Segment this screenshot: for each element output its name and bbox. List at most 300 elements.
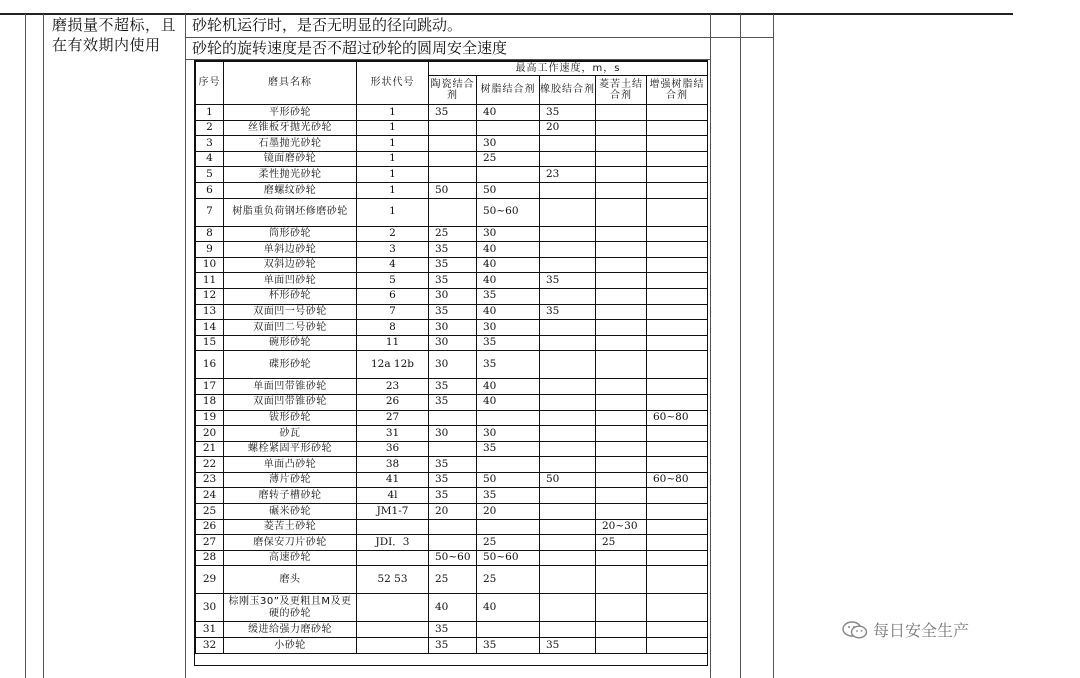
cell-reinforced-resin [647, 457, 708, 473]
cell-magnesite [596, 351, 647, 379]
cell-no: 18 [196, 394, 224, 410]
cell-rubber [540, 257, 596, 273]
cell-name: 单面凸砂轮 [224, 457, 357, 473]
cell-vitrified: 30 [429, 335, 477, 351]
table-row [196, 182, 708, 198]
cell-reinforced-resin [647, 182, 708, 198]
cell-rubber [540, 488, 596, 504]
cell-rubber [540, 379, 596, 395]
table-row [196, 488, 708, 504]
cell-reinforced-resin [647, 136, 708, 152]
cell-rubber [540, 504, 596, 520]
cell-rubber [540, 182, 596, 198]
cell-vitrified: 35 [429, 273, 477, 289]
cell-resin: 50~60 [477, 550, 540, 566]
cell-vitrified [429, 136, 477, 152]
cell-magnesite [596, 167, 647, 183]
cell-reinforced-resin [647, 288, 708, 304]
table-row [196, 441, 708, 457]
cell-name: 高速砂轮 [224, 550, 357, 566]
table-row [196, 198, 708, 226]
cell-shape: 2 [357, 226, 429, 242]
cell-shape: 1 [357, 151, 429, 167]
cell-resin: 25 [477, 535, 540, 551]
cell-reinforced-resin [647, 351, 708, 379]
table-row [196, 351, 708, 379]
cell-reinforced-resin [647, 441, 708, 457]
cell-shape: JM1-7 [357, 504, 429, 520]
cell-name: 单斜边砂轮 [224, 242, 357, 258]
cell-vitrified [429, 120, 477, 136]
cell-magnesite [596, 136, 647, 152]
cell-reinforced-resin [647, 488, 708, 504]
cell-resin: 25 [477, 151, 540, 167]
cell-no: 11 [196, 273, 224, 289]
table-row [196, 304, 708, 320]
cell-name: 石墨抛光砂轮 [224, 136, 357, 152]
cell-magnesite [596, 151, 647, 167]
watermark [842, 618, 969, 641]
cell-rubber [540, 622, 596, 638]
cell-name: 菱苦土砂轮 [224, 519, 357, 535]
table-row [196, 242, 708, 258]
table-row [196, 105, 708, 121]
cell-vitrified: 35 [429, 242, 477, 258]
cell-shape: 36 [357, 441, 429, 457]
table-row [196, 288, 708, 304]
cell-resin: 35 [477, 441, 540, 457]
cell-shape: 1 [357, 105, 429, 121]
cell-magnesite [596, 379, 647, 395]
cell-resin: 35 [477, 335, 540, 351]
cell-reinforced-resin [647, 426, 708, 442]
cell-magnesite [596, 457, 647, 473]
table-row [196, 472, 708, 488]
cell-rubber [540, 242, 596, 258]
cell-no: 23 [196, 472, 224, 488]
cell-no: 1 [196, 105, 224, 121]
cell-magnesite [596, 622, 647, 638]
cell-vitrified: 35 [429, 638, 477, 654]
cell-magnesite [596, 335, 647, 351]
cell-magnesite: 25 [596, 535, 647, 551]
cell-shape: 26 [357, 394, 429, 410]
cell-resin: 35 [477, 638, 540, 654]
table-row [196, 320, 708, 336]
cell-vitrified: 30 [429, 320, 477, 336]
cell-magnesite [596, 304, 647, 320]
cell-vitrified: 35 [429, 379, 477, 395]
table-row [196, 273, 708, 289]
cell-reinforced-resin: 60~80 [647, 410, 708, 426]
table-row [196, 566, 708, 594]
cell-magnesite [596, 441, 647, 457]
cell-no: 22 [196, 457, 224, 473]
cell-vitrified: 30 [429, 351, 477, 379]
cell-no: 27 [196, 535, 224, 551]
cell-resin: 40 [477, 105, 540, 121]
cell-vitrified: 20 [429, 504, 477, 520]
cell-resin [477, 410, 540, 426]
cell-rubber [540, 198, 596, 226]
cell-resin: 50 [477, 472, 540, 488]
cell-shape: 1 [357, 167, 429, 183]
cell-name: 平形砂轮 [224, 105, 357, 121]
frame-line [25, 14, 26, 678]
cell-resin: 30 [477, 136, 540, 152]
cell-name: 丝锥板牙抛光砂轮 [224, 120, 357, 136]
table-row [196, 550, 708, 566]
frame-line [185, 14, 186, 678]
cell-resin [477, 167, 540, 183]
cell-resin: 20 [477, 504, 540, 520]
cell-reinforced-resin [647, 519, 708, 535]
cell-reinforced-resin [647, 594, 708, 622]
cell-name: 树脂重负荷钢坯修磨砂轮 [224, 198, 357, 226]
frame-line [740, 14, 741, 678]
cell-no: 29 [196, 566, 224, 594]
cell-reinforced-resin [647, 535, 708, 551]
cell-vitrified: 25 [429, 566, 477, 594]
cell-name: 双面凹一号砂轮 [224, 304, 357, 320]
cell-magnesite: 20~30 [596, 519, 647, 535]
cell-rubber [540, 151, 596, 167]
table-row [196, 410, 708, 426]
cell-shape: 11 [357, 335, 429, 351]
requirement-text: 磨损量不超标，且在有效期内使用 [52, 16, 177, 54]
speed-table [195, 61, 708, 654]
cell-rubber [540, 441, 596, 457]
cell-resin: 25 [477, 566, 540, 594]
cell-shape: 5 [357, 273, 429, 289]
cell-shape: 23 [357, 379, 429, 395]
check-item-speed: 砂轮的旋转速度是否不超过砂轮的圆周安全速度 [192, 39, 508, 57]
cell-resin: 50~60 [477, 198, 540, 226]
cell-reinforced-resin: 60~80 [647, 472, 708, 488]
cell-vitrified: 25 [429, 226, 477, 242]
cell-no: 17 [196, 379, 224, 395]
header-magnesite: 菱苦土结合剂 [596, 76, 647, 105]
cell-reinforced-resin [647, 566, 708, 594]
cell-no: 12 [196, 288, 224, 304]
cell-shape [357, 594, 429, 622]
cell-reinforced-resin [647, 504, 708, 520]
cell-magnesite [596, 488, 647, 504]
cell-magnesite [596, 226, 647, 242]
cell-name: 镜面磨砂轮 [224, 151, 357, 167]
cell-vitrified: 35 [429, 622, 477, 638]
table-row [196, 622, 708, 638]
cell-no: 31 [196, 622, 224, 638]
cell-rubber [540, 351, 596, 379]
cell-magnesite [596, 273, 647, 289]
cell-no: 2 [196, 120, 224, 136]
cell-rubber [540, 550, 596, 566]
cell-no: 8 [196, 226, 224, 242]
cell-resin: 35 [477, 288, 540, 304]
cell-rubber [540, 457, 596, 473]
cell-no: 10 [196, 257, 224, 273]
cell-vitrified: 50~60 [429, 550, 477, 566]
cell-magnesite [596, 182, 647, 198]
cell-resin: 35 [477, 351, 540, 379]
header-no: 序号 [196, 62, 224, 105]
cell-name: 单面凹砂轮 [224, 273, 357, 289]
table-row [196, 335, 708, 351]
cell-resin [477, 519, 540, 535]
cell-reinforced-resin [647, 242, 708, 258]
cell-rubber [540, 426, 596, 442]
cell-rubber: 35 [540, 105, 596, 121]
cell-shape: 1 [357, 136, 429, 152]
cell-reinforced-resin [647, 167, 708, 183]
frame-line [773, 14, 774, 678]
cell-name: 筒形砂轮 [224, 226, 357, 242]
cell-name: 钹形砂轮 [224, 410, 357, 426]
cell-resin: 40 [477, 257, 540, 273]
cell-resin: 40 [477, 304, 540, 320]
cell-reinforced-resin [647, 257, 708, 273]
cell-magnesite [596, 504, 647, 520]
cell-rubber [540, 394, 596, 410]
cell-magnesite [596, 120, 647, 136]
cell-name: 磨螺纹砂轮 [224, 182, 357, 198]
cell-shape: 1 [357, 198, 429, 226]
cell-name: 磨头 [224, 566, 357, 594]
cell-reinforced-resin [647, 638, 708, 654]
check-item-runout: 砂轮机运行时，是否无明显的径向跳动。 [192, 16, 463, 34]
cell-reinforced-resin [647, 226, 708, 242]
cell-vitrified: 35 [429, 472, 477, 488]
cell-shape: 41 [357, 472, 429, 488]
cell-reinforced-resin [647, 120, 708, 136]
cell-no: 4 [196, 151, 224, 167]
cell-resin: 40 [477, 394, 540, 410]
cell-shape: 8 [357, 320, 429, 336]
frame-line [43, 14, 44, 678]
cell-rubber [540, 566, 596, 594]
cell-vitrified: 30 [429, 426, 477, 442]
cell-name: 柔性抛光砂轮 [224, 167, 357, 183]
table-row [196, 638, 708, 654]
cell-rubber: 50 [540, 472, 596, 488]
cell-resin: 30 [477, 320, 540, 336]
cell-magnesite [596, 394, 647, 410]
table-row [196, 535, 708, 551]
cell-magnesite [596, 472, 647, 488]
cell-magnesite [596, 198, 647, 226]
cell-resin [477, 622, 540, 638]
cell-reinforced-resin [647, 304, 708, 320]
cell-resin: 35 [477, 488, 540, 504]
cell-name: 缓进给强力磨砂轮 [224, 622, 357, 638]
cell-name: 螺栓紧固平形砂轮 [224, 441, 357, 457]
cell-reinforced-resin [647, 320, 708, 336]
cell-rubber [540, 335, 596, 351]
cell-vitrified [429, 167, 477, 183]
cell-name: 薄片砂轮 [224, 472, 357, 488]
cell-reinforced-resin [647, 394, 708, 410]
table-row [196, 257, 708, 273]
cell-shape: JDI．3 [357, 535, 429, 551]
cell-no: 19 [196, 410, 224, 426]
cell-shape: 31 [357, 426, 429, 442]
cell-rubber [540, 535, 596, 551]
cell-magnesite [596, 410, 647, 426]
cell-no: 24 [196, 488, 224, 504]
cell-no: 15 [196, 335, 224, 351]
cell-rubber [540, 320, 596, 336]
cell-name: 双斜边砂轮 [224, 257, 357, 273]
header-name: 磨具名称 [224, 62, 357, 105]
table-row [196, 167, 708, 183]
cell-rubber [540, 594, 596, 622]
cell-no: 3 [196, 136, 224, 152]
cell-shape [357, 638, 429, 654]
cell-resin: 40 [477, 273, 540, 289]
cell-shape: 7 [357, 304, 429, 320]
cell-vitrified [429, 410, 477, 426]
cell-name: 磨转子槽砂轮 [224, 488, 357, 504]
cell-shape: 38 [357, 457, 429, 473]
cell-vitrified [429, 151, 477, 167]
cell-resin: 50 [477, 182, 540, 198]
cell-name: 碾米砂轮 [224, 504, 357, 520]
cell-no: 26 [196, 519, 224, 535]
cell-shape [357, 550, 429, 566]
cell-rubber: 35 [540, 304, 596, 320]
table-row [196, 379, 708, 395]
cell-resin: 40 [477, 379, 540, 395]
cell-resin [477, 457, 540, 473]
cell-vitrified [429, 441, 477, 457]
speed-table-frame [194, 60, 708, 666]
cell-no: 16 [196, 351, 224, 379]
cell-name: 磨保安刀片砂轮 [224, 535, 357, 551]
cell-magnesite [596, 550, 647, 566]
cell-rubber [540, 226, 596, 242]
header-resin: 树脂结合剂 [477, 76, 540, 105]
cell-no: 28 [196, 550, 224, 566]
cell-shape: 52 53 [357, 566, 429, 594]
cell-no: 9 [196, 242, 224, 258]
frame-line [710, 14, 711, 678]
watermark-text: 每日安全生产 [873, 621, 970, 640]
header-rubber: 橡胶结合剂 [540, 76, 596, 105]
table-row [196, 426, 708, 442]
cell-name: 棕刚玉30”及更粗且M及更硬的砂轮 [224, 594, 357, 622]
cell-name: 砂瓦 [224, 426, 357, 442]
cell-rubber [540, 519, 596, 535]
cell-rubber [540, 136, 596, 152]
cell-vitrified: 35 [429, 457, 477, 473]
cell-magnesite [596, 638, 647, 654]
table-row [196, 136, 708, 152]
cell-no: 14 [196, 320, 224, 336]
table-row [196, 457, 708, 473]
cell-vitrified: 35 [429, 488, 477, 504]
cell-shape: 27 [357, 410, 429, 426]
cell-resin: 30 [477, 426, 540, 442]
cell-rubber: 20 [540, 120, 596, 136]
cell-reinforced-resin [647, 379, 708, 395]
cell-magnesite [596, 320, 647, 336]
cell-name: 碗形砂轮 [224, 335, 357, 351]
cell-resin: 40 [477, 242, 540, 258]
cell-shape: 1 [357, 120, 429, 136]
cell-name: 双面凹二号砂轮 [224, 320, 357, 336]
cell-no: 25 [196, 504, 224, 520]
cell-no: 32 [196, 638, 224, 654]
cell-vitrified: 40 [429, 594, 477, 622]
cell-rubber [540, 410, 596, 426]
cell-reinforced-resin [647, 550, 708, 566]
cell-rubber: 35 [540, 638, 596, 654]
cell-reinforced-resin [647, 151, 708, 167]
cell-no: 6 [196, 182, 224, 198]
cell-resin: 40 [477, 594, 540, 622]
table-row [196, 504, 708, 520]
table-row [196, 394, 708, 410]
cell-no: 13 [196, 304, 224, 320]
cell-magnesite [596, 257, 647, 273]
cell-vitrified: 50 [429, 182, 477, 198]
cell-shape: 12a 12b [357, 351, 429, 379]
cell-vitrified: 35 [429, 304, 477, 320]
cell-magnesite [596, 242, 647, 258]
cell-name: 双面凹带锥砂轮 [224, 394, 357, 410]
cell-rubber [540, 288, 596, 304]
cell-shape: 4 [357, 257, 429, 273]
cell-shape: 6 [357, 288, 429, 304]
cell-vitrified: 30 [429, 288, 477, 304]
cell-vitrified: 35 [429, 257, 477, 273]
cell-vitrified [429, 198, 477, 226]
table-row [196, 151, 708, 167]
cell-name: 碟形砂轮 [224, 351, 357, 379]
cell-name: 杯形砂轮 [224, 288, 357, 304]
table-row [196, 594, 708, 622]
cell-no: 20 [196, 426, 224, 442]
cell-vitrified: 35 [429, 394, 477, 410]
table-row [196, 120, 708, 136]
header-vitrified: 陶瓷结合剂 [429, 76, 477, 105]
cell-shape: 1 [357, 182, 429, 198]
wechat-icon [842, 621, 868, 639]
cell-magnesite [596, 594, 647, 622]
cell-resin: 30 [477, 226, 540, 242]
cell-magnesite [596, 105, 647, 121]
header-reinforced-resin: 增强树脂结合剂 [647, 76, 708, 105]
cell-no: 5 [196, 167, 224, 183]
header-shape: 形状代号 [357, 62, 429, 105]
cell-reinforced-resin [647, 335, 708, 351]
cell-no: 7 [196, 198, 224, 226]
cell-magnesite [596, 566, 647, 594]
cell-resin [477, 120, 540, 136]
cell-reinforced-resin [647, 198, 708, 226]
cell-reinforced-resin [647, 622, 708, 638]
cell-magnesite [596, 426, 647, 442]
table-row [196, 226, 708, 242]
cell-rubber: 23 [540, 167, 596, 183]
cell-vitrified [429, 535, 477, 551]
cell-magnesite [596, 288, 647, 304]
header-max-speed: 最高工作速度，m，s [429, 62, 708, 76]
cell-shape [357, 622, 429, 638]
cell-vitrified [429, 519, 477, 535]
cell-shape [357, 519, 429, 535]
